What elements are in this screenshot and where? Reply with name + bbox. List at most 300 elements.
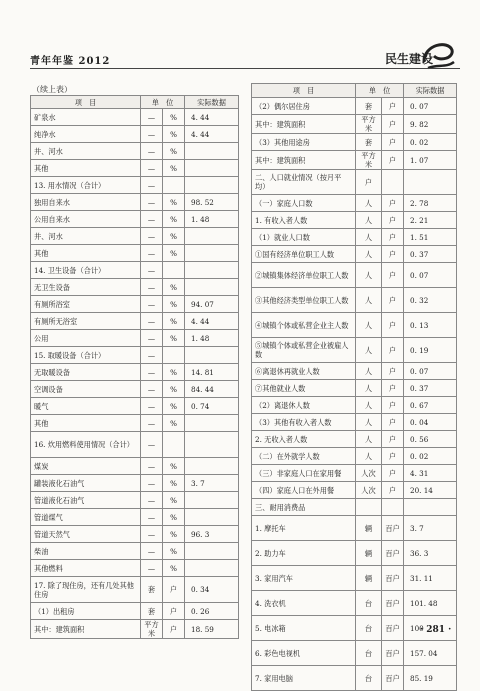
row-unit: — xyxy=(141,560,163,577)
row-item: 2. 无收入者人数 xyxy=(252,431,356,448)
table-row xyxy=(252,134,457,151)
row-per: % xyxy=(163,330,185,347)
row-per: % xyxy=(163,475,185,492)
row-value: 0. 02 xyxy=(404,134,457,151)
table-row xyxy=(31,330,239,347)
row-unit: — xyxy=(141,509,163,526)
table-row xyxy=(31,245,239,262)
row-per: % xyxy=(163,160,185,177)
table-row xyxy=(31,211,239,228)
row-per: 户 xyxy=(382,134,404,151)
row-unit: — xyxy=(141,475,163,492)
table-row xyxy=(252,212,457,229)
row-value: 0. 19 xyxy=(404,338,457,363)
row-value: 94. 07 xyxy=(185,296,239,313)
row-per: 户 xyxy=(163,603,185,620)
row-unit: 人 xyxy=(356,229,382,246)
row-unit: — xyxy=(141,458,163,475)
row-value: 0. 34 xyxy=(185,577,239,603)
table-row xyxy=(31,143,239,160)
table-row xyxy=(252,263,457,288)
row-value: 3. 7 xyxy=(404,516,457,541)
row-per: 户 xyxy=(382,338,404,363)
row-value xyxy=(185,262,239,279)
row-per: 户 xyxy=(382,288,404,313)
row-item: ⑤城镇个体或私营企业被雇人数 xyxy=(252,338,356,363)
row-value: 100 xyxy=(404,616,457,641)
row-item: （1）就业人口数 xyxy=(252,229,356,246)
row-value: 96. 3 xyxy=(185,526,239,543)
continued-label: （续上表） xyxy=(32,85,72,94)
row-unit: 人 xyxy=(356,397,382,414)
col-header-value: 实际数据 xyxy=(404,84,457,98)
row-unit: — xyxy=(141,211,163,228)
row-item: （2）偶尔居住房 xyxy=(252,98,356,115)
row-value: 1. 48 xyxy=(185,211,239,228)
row-unit: 套 xyxy=(141,603,163,620)
row-unit: — xyxy=(141,296,163,313)
row-per: % xyxy=(163,109,185,126)
row-unit: 辆 xyxy=(356,541,382,566)
table-row xyxy=(31,109,239,126)
row-value: 1. 51 xyxy=(404,229,457,246)
row-unit: — xyxy=(141,381,163,398)
col-header-item: 项 目 xyxy=(252,84,356,98)
row-per: 户 xyxy=(382,98,404,115)
table-row xyxy=(252,151,457,170)
table-row xyxy=(252,591,457,616)
row-item: 公用 xyxy=(31,330,141,347)
table-row xyxy=(31,620,239,639)
row-unit: 辆 xyxy=(356,516,382,541)
row-per: 百户 xyxy=(382,516,404,541)
header-rule xyxy=(30,68,460,69)
row-per: % xyxy=(163,313,185,330)
row-item: 其他 xyxy=(31,415,141,432)
row-unit: — xyxy=(141,398,163,415)
row-unit: — xyxy=(141,347,163,364)
table-row xyxy=(31,177,239,194)
row-value: 0. 37 xyxy=(404,246,457,263)
row-unit: 台 xyxy=(356,616,382,641)
row-value xyxy=(404,499,457,516)
table-row xyxy=(252,380,457,397)
row-item: 矿泉水 xyxy=(31,109,141,126)
row-unit: 套 xyxy=(356,134,382,151)
row-unit: 人 xyxy=(356,338,382,363)
row-item: 3. 家用汽车 xyxy=(252,566,356,591)
row-item: ⑥离退休再就业人数 xyxy=(252,363,356,380)
row-per: 百户 xyxy=(382,591,404,616)
table-row xyxy=(31,432,239,458)
row-per: 户 xyxy=(382,363,404,380)
table-row xyxy=(31,313,239,330)
row-item: （二）在外就学人数 xyxy=(252,448,356,465)
table-row xyxy=(252,195,457,212)
table-row xyxy=(31,228,239,245)
row-per: 百户 xyxy=(382,616,404,641)
table-row xyxy=(252,170,457,195)
row-value: 0. 07 xyxy=(404,98,457,115)
row-value: 0. 56 xyxy=(404,431,457,448)
row-unit: 人 xyxy=(356,448,382,465)
row-unit xyxy=(356,499,382,516)
row-unit: 平方米 xyxy=(141,620,163,639)
row-item: 有厕所浴室 xyxy=(31,296,141,313)
table-row xyxy=(31,458,239,475)
row-value: 0. 74 xyxy=(185,398,239,415)
row-unit: 人 xyxy=(356,363,382,380)
row-value: 0. 37 xyxy=(404,380,457,397)
table-row xyxy=(252,338,457,363)
row-value: 2. 21 xyxy=(404,212,457,229)
table-row xyxy=(31,560,239,577)
row-item: （三）非家庭人口在家用餐 xyxy=(252,465,356,482)
row-per: % xyxy=(163,126,185,143)
row-value xyxy=(185,560,239,577)
row-value xyxy=(185,458,239,475)
table-row xyxy=(31,415,239,432)
row-value xyxy=(185,347,239,364)
table-row xyxy=(31,347,239,364)
row-per: % xyxy=(163,296,185,313)
row-item: 公用自来水 xyxy=(31,211,141,228)
row-value xyxy=(185,415,239,432)
row-value xyxy=(185,432,239,458)
row-value: 0. 67 xyxy=(404,397,457,414)
row-unit: — xyxy=(141,364,163,381)
row-value: 31. 11 xyxy=(404,566,457,591)
row-value: 101. 48 xyxy=(404,591,457,616)
table-row xyxy=(31,398,239,415)
row-unit: 人次 xyxy=(356,465,382,482)
table-row xyxy=(252,641,457,666)
row-item: 其他 xyxy=(31,160,141,177)
row-unit: 人 xyxy=(356,431,382,448)
row-per: 户 xyxy=(163,577,185,603)
row-item: 1. 摩托车 xyxy=(252,516,356,541)
row-unit: — xyxy=(141,526,163,543)
row-item: ①国有经济单位职工人数 xyxy=(252,246,356,263)
row-value: 1. 07 xyxy=(404,151,457,170)
row-unit: — xyxy=(141,543,163,560)
table-row xyxy=(31,526,239,543)
table-row xyxy=(252,363,457,380)
table-row xyxy=(252,482,457,499)
row-unit: — xyxy=(141,228,163,245)
row-per: % xyxy=(163,458,185,475)
row-value: 157. 04 xyxy=(404,641,457,666)
row-value xyxy=(185,509,239,526)
col-header-unit: 单 位 xyxy=(356,84,404,98)
row-value: 85. 19 xyxy=(404,666,457,691)
row-per: 户 xyxy=(382,431,404,448)
row-item: 17. 除了现住房，还有几处其他住房 xyxy=(31,577,141,603)
yearbook-title: 青年年鉴 2012 xyxy=(30,56,111,67)
row-per: % xyxy=(163,398,185,415)
row-item: 管道天然气 xyxy=(31,526,141,543)
table-row xyxy=(31,475,239,492)
row-value xyxy=(185,245,239,262)
table-row xyxy=(252,566,457,591)
row-item: ②城镇集体经济单位职工人数 xyxy=(252,263,356,288)
row-unit: 人次 xyxy=(356,482,382,499)
row-unit: — xyxy=(141,415,163,432)
row-unit: — xyxy=(141,432,163,458)
row-value: 20. 14 xyxy=(404,482,457,499)
row-unit: 人 xyxy=(356,263,382,288)
row-item: 纯净水 xyxy=(31,126,141,143)
col-header-item: 项 目 xyxy=(31,96,141,109)
row-item: 4. 洗衣机 xyxy=(252,591,356,616)
row-per: % xyxy=(163,194,185,211)
table-row xyxy=(31,160,239,177)
row-value xyxy=(185,160,239,177)
row-per: 百户 xyxy=(382,666,404,691)
row-per: 百户 xyxy=(382,641,404,666)
row-unit: — xyxy=(141,330,163,347)
row-item: 2. 助力车 xyxy=(252,541,356,566)
table-row xyxy=(252,397,457,414)
row-unit: 人 xyxy=(356,380,382,397)
row-item: 其中：建筑面积 xyxy=(31,620,141,639)
row-value xyxy=(185,543,239,560)
table-row xyxy=(252,313,457,338)
row-per xyxy=(163,177,185,194)
row-item: 三、耐用消费品 xyxy=(252,499,356,516)
row-per xyxy=(382,499,404,516)
row-unit: 套 xyxy=(356,98,382,115)
table-row xyxy=(31,126,239,143)
row-per: 百户 xyxy=(382,541,404,566)
row-item: 无卫生设备 xyxy=(31,279,141,296)
row-unit: 人 xyxy=(356,313,382,338)
row-per: 百户 xyxy=(382,566,404,591)
row-per: 户 xyxy=(382,482,404,499)
row-unit: 人 xyxy=(356,246,382,263)
row-per xyxy=(163,262,185,279)
row-per: 户 xyxy=(382,115,404,134)
col-header-unit: 单 位 xyxy=(141,96,185,109)
row-value xyxy=(185,279,239,296)
row-item: 其他 xyxy=(31,245,141,262)
row-item: 6. 彩色电视机 xyxy=(252,641,356,666)
row-unit: — xyxy=(141,126,163,143)
table-row xyxy=(252,115,457,134)
row-per: % xyxy=(163,364,185,381)
row-value: 0. 04 xyxy=(404,414,457,431)
row-item: 其中：建筑面积 xyxy=(252,115,356,134)
row-per: % xyxy=(163,279,185,296)
row-unit: 平方米 xyxy=(356,115,382,134)
table-row xyxy=(31,509,239,526)
row-item: 柴油 xyxy=(31,543,141,560)
row-unit: 台 xyxy=(356,591,382,616)
row-per: 户 xyxy=(163,620,185,639)
row-per: 户 xyxy=(382,246,404,263)
row-value: 0. 07 xyxy=(404,263,457,288)
table-row xyxy=(31,364,239,381)
row-per: % xyxy=(163,245,185,262)
row-item: 其他燃料 xyxy=(31,560,141,577)
row-item: 二、人口就业情况（按月平均） xyxy=(252,170,356,195)
row-per: 户 xyxy=(382,414,404,431)
row-item: 16. 炊用燃料使用情况（合计） xyxy=(31,432,141,458)
table-row xyxy=(252,465,457,482)
table-row xyxy=(31,279,239,296)
table-row xyxy=(252,499,457,516)
row-unit: — xyxy=(141,160,163,177)
row-item: ④城镇个体或私营企业主人数 xyxy=(252,313,356,338)
row-value: 14. 81 xyxy=(185,364,239,381)
row-unit: 套 xyxy=(141,577,163,603)
table-row xyxy=(252,288,457,313)
table-row xyxy=(31,603,239,620)
row-per: 户 xyxy=(382,195,404,212)
row-value: 4. 44 xyxy=(185,126,239,143)
row-item: 其中：建筑面积 xyxy=(252,151,356,170)
row-unit: — xyxy=(141,492,163,509)
row-per xyxy=(163,347,185,364)
row-per: 户 xyxy=(382,151,404,170)
row-value xyxy=(185,492,239,509)
row-item: 5. 电冰箱 xyxy=(252,616,356,641)
table-row xyxy=(31,381,239,398)
row-unit: — xyxy=(141,245,163,262)
row-item: 井、河水 xyxy=(31,228,141,245)
table-row xyxy=(31,194,239,211)
row-per: % xyxy=(163,560,185,577)
row-unit: 辆 xyxy=(356,566,382,591)
table-row xyxy=(31,296,239,313)
row-item: 空调设备 xyxy=(31,381,141,398)
row-per: 户 xyxy=(382,212,404,229)
row-per: 户 xyxy=(382,380,404,397)
row-per: 户 xyxy=(382,465,404,482)
table-row xyxy=(252,229,457,246)
row-value: 3. 7 xyxy=(185,475,239,492)
row-item: ⑦其他就业人数 xyxy=(252,380,356,397)
table-row xyxy=(31,262,239,279)
row-unit: — xyxy=(141,177,163,194)
section-title: 民生建设 xyxy=(385,52,434,66)
table-row xyxy=(31,577,239,603)
row-unit: — xyxy=(141,109,163,126)
row-item: （1）出租房 xyxy=(31,603,141,620)
row-value: 4. 44 xyxy=(185,109,239,126)
row-item: 14. 卫生设备（合计） xyxy=(31,262,141,279)
row-unit: 户 xyxy=(356,170,382,195)
row-per xyxy=(382,170,404,195)
row-item: 管道液化石油气 xyxy=(31,492,141,509)
row-item: 15. 取暖设备（合计） xyxy=(31,347,141,364)
row-value: 98. 52 xyxy=(185,194,239,211)
row-item: 煤炭 xyxy=(31,458,141,475)
row-item: 1. 有收入者人数 xyxy=(252,212,356,229)
row-per: 户 xyxy=(382,313,404,338)
row-value xyxy=(185,177,239,194)
row-unit: — xyxy=(141,262,163,279)
row-item: （四）家庭人口在外用餐 xyxy=(252,482,356,499)
row-per: % xyxy=(163,415,185,432)
row-unit: — xyxy=(141,313,163,330)
row-per: % xyxy=(163,509,185,526)
row-per: % xyxy=(163,526,185,543)
row-value: 2. 78 xyxy=(404,195,457,212)
row-value: 4. 31 xyxy=(404,465,457,482)
row-per: % xyxy=(163,543,185,560)
row-unit: 人 xyxy=(356,195,382,212)
col-header-value: 实际数据 xyxy=(185,96,239,109)
table-row xyxy=(252,98,457,115)
row-per: 户 xyxy=(382,448,404,465)
row-value xyxy=(185,228,239,245)
row-item: 管道煤气 xyxy=(31,509,141,526)
table-row xyxy=(252,414,457,431)
row-item: （3）其他用途房 xyxy=(252,134,356,151)
row-item: 井、河水 xyxy=(31,143,141,160)
row-item: 罐装液化石油气 xyxy=(31,475,141,492)
row-value: 84. 44 xyxy=(185,381,239,398)
page-number: · 281 · xyxy=(420,625,452,635)
row-per xyxy=(163,432,185,458)
row-unit: 人 xyxy=(356,414,382,431)
row-value: 0. 32 xyxy=(404,288,457,313)
row-value: 0. 26 xyxy=(185,603,239,620)
row-value: 9. 82 xyxy=(404,115,457,134)
row-item: （3）其他有收入者人数 xyxy=(252,414,356,431)
row-unit: — xyxy=(141,279,163,296)
row-per: % xyxy=(163,381,185,398)
row-per: 户 xyxy=(382,229,404,246)
row-value: 0. 07 xyxy=(404,363,457,380)
row-unit: 台 xyxy=(356,666,382,691)
row-per: % xyxy=(163,492,185,509)
row-unit: — xyxy=(141,194,163,211)
row-item: 无取暖设备 xyxy=(31,364,141,381)
row-per: 户 xyxy=(382,263,404,288)
row-value: 0. 02 xyxy=(404,448,457,465)
table-row xyxy=(252,666,457,691)
table-row xyxy=(252,541,457,566)
row-value: 1. 48 xyxy=(185,330,239,347)
row-unit: 人 xyxy=(356,288,382,313)
right-table xyxy=(251,83,457,691)
row-item: （2）离退休人数 xyxy=(252,397,356,414)
row-unit: 台 xyxy=(356,641,382,666)
row-per: % xyxy=(163,143,185,160)
row-item: 暖气 xyxy=(31,398,141,415)
row-unit: 平方米 xyxy=(356,151,382,170)
table-row xyxy=(252,246,457,263)
row-value xyxy=(185,143,239,160)
table-row xyxy=(31,543,239,560)
row-item: 有厕所无浴室 xyxy=(31,313,141,330)
table-row xyxy=(31,492,239,509)
row-item: 独用自来水 xyxy=(31,194,141,211)
table-row xyxy=(252,431,457,448)
row-item: 7. 家用电脑 xyxy=(252,666,356,691)
row-per: % xyxy=(163,211,185,228)
row-value: 0. 13 xyxy=(404,313,457,338)
row-item: （一）家庭人口数 xyxy=(252,195,356,212)
row-per: % xyxy=(163,228,185,245)
left-table xyxy=(30,95,239,639)
row-per: 户 xyxy=(382,397,404,414)
row-value xyxy=(404,170,457,195)
table-row xyxy=(252,516,457,541)
row-value: 4. 44 xyxy=(185,313,239,330)
